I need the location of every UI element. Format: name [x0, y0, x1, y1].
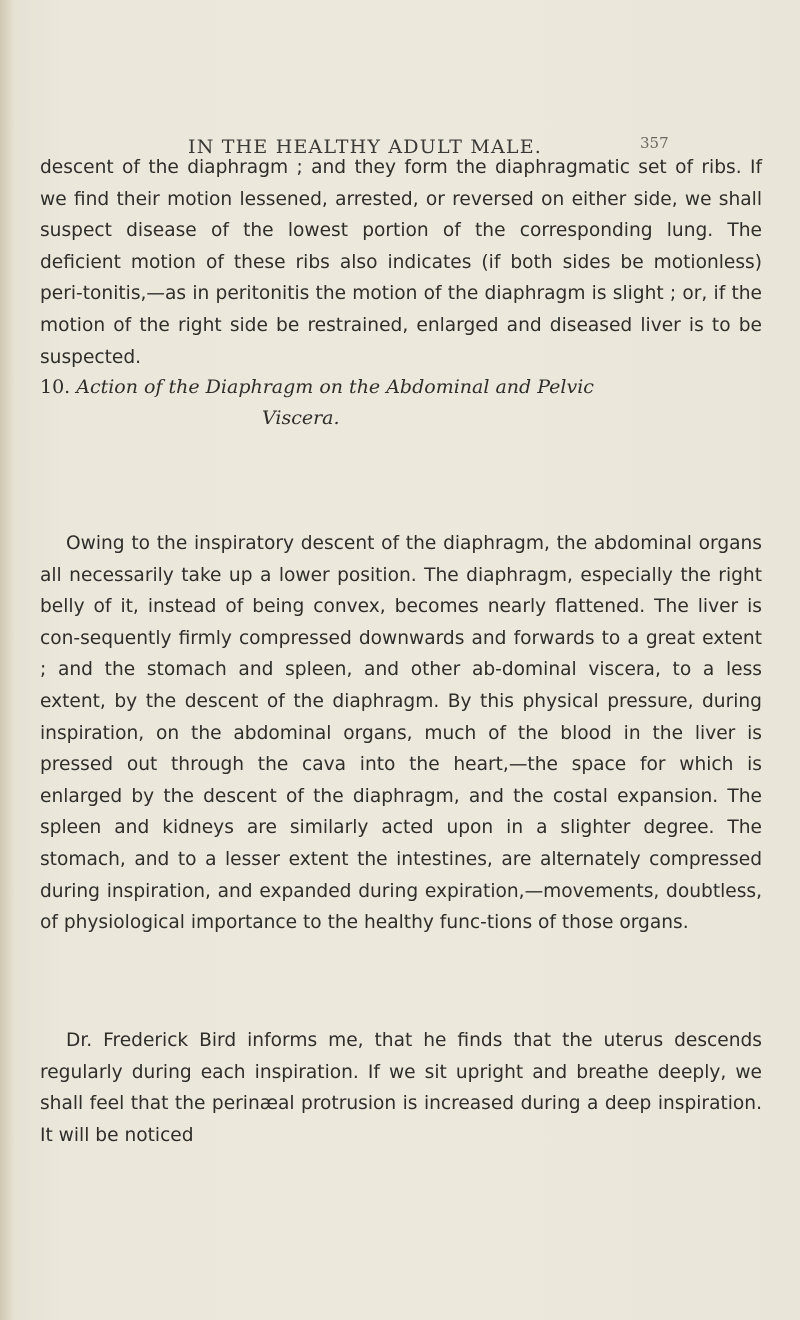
paragraph-continued — [40, 152, 762, 373]
section-title-line2: Viscera. — [262, 407, 340, 429]
section-title-line1: Action of the Diaphragm on the Abdominal and Pelvic — [76, 376, 594, 398]
paragraph-text: Owing to the inspiratory descent of the diaphragm, the abdominal organs all necessarily take up a lower position. The diaphragm, especially the right belly of it, instead of being convex, becomes nearly flattened. The liver is con-sequently firmly compressed downwards and forwards to a great extent ; and the stomach and spleen, and other ab-dominal viscera, to a less extent, by the descent of the diaphragm. By this physical pressure, during inspiration, on the abdominal organs, much of the blood in the liver is pressed out through the cava into the heart,—the space for which is enlarged by the descent of the diaphragm, and the costal expansion. The spleen and kidneys are similarly acted upon in a slighter degree. The stomach, and to a lesser extent the intestines, are alternately compressed during inspiration, and expanded during expiration,—movements, doubtless, of physiological importance to the healthy func-tions of those organs. — [40, 533, 762, 934]
running-title: IN THE HEALTHY ADULT MALE. — [188, 136, 543, 158]
paragraph-text: descent of the diaphragm ; and they form the diaphragmatic set of ribs. If we find their motion lessened, arrested, or reversed on either side, we shall suspect disease of the lowest portion of the corresponding lung. The deficient motion of these ribs also indicates (if both sides be motionless) peri-tonitis,—as in peritonitis the motion of the diaphragm is slight ; or, if the motion of the right side be restrained, enlarged and diseased liver is to be suspected. — [40, 157, 762, 368]
section-heading — [40, 372, 762, 434]
paragraph — [40, 1025, 762, 1151]
page-number: 357 — [640, 134, 669, 152]
paragraph-text: Dr. Frederick Bird informs me, that he finds that the uterus descends regularly during each inspiration. If we sit upright and breathe deeply, we shall feel that the perinæal protrusion is increased during a deep inspiration. It will be noticed — [40, 1030, 762, 1146]
section-number: 10. — [40, 376, 71, 398]
paragraph — [40, 528, 762, 939]
